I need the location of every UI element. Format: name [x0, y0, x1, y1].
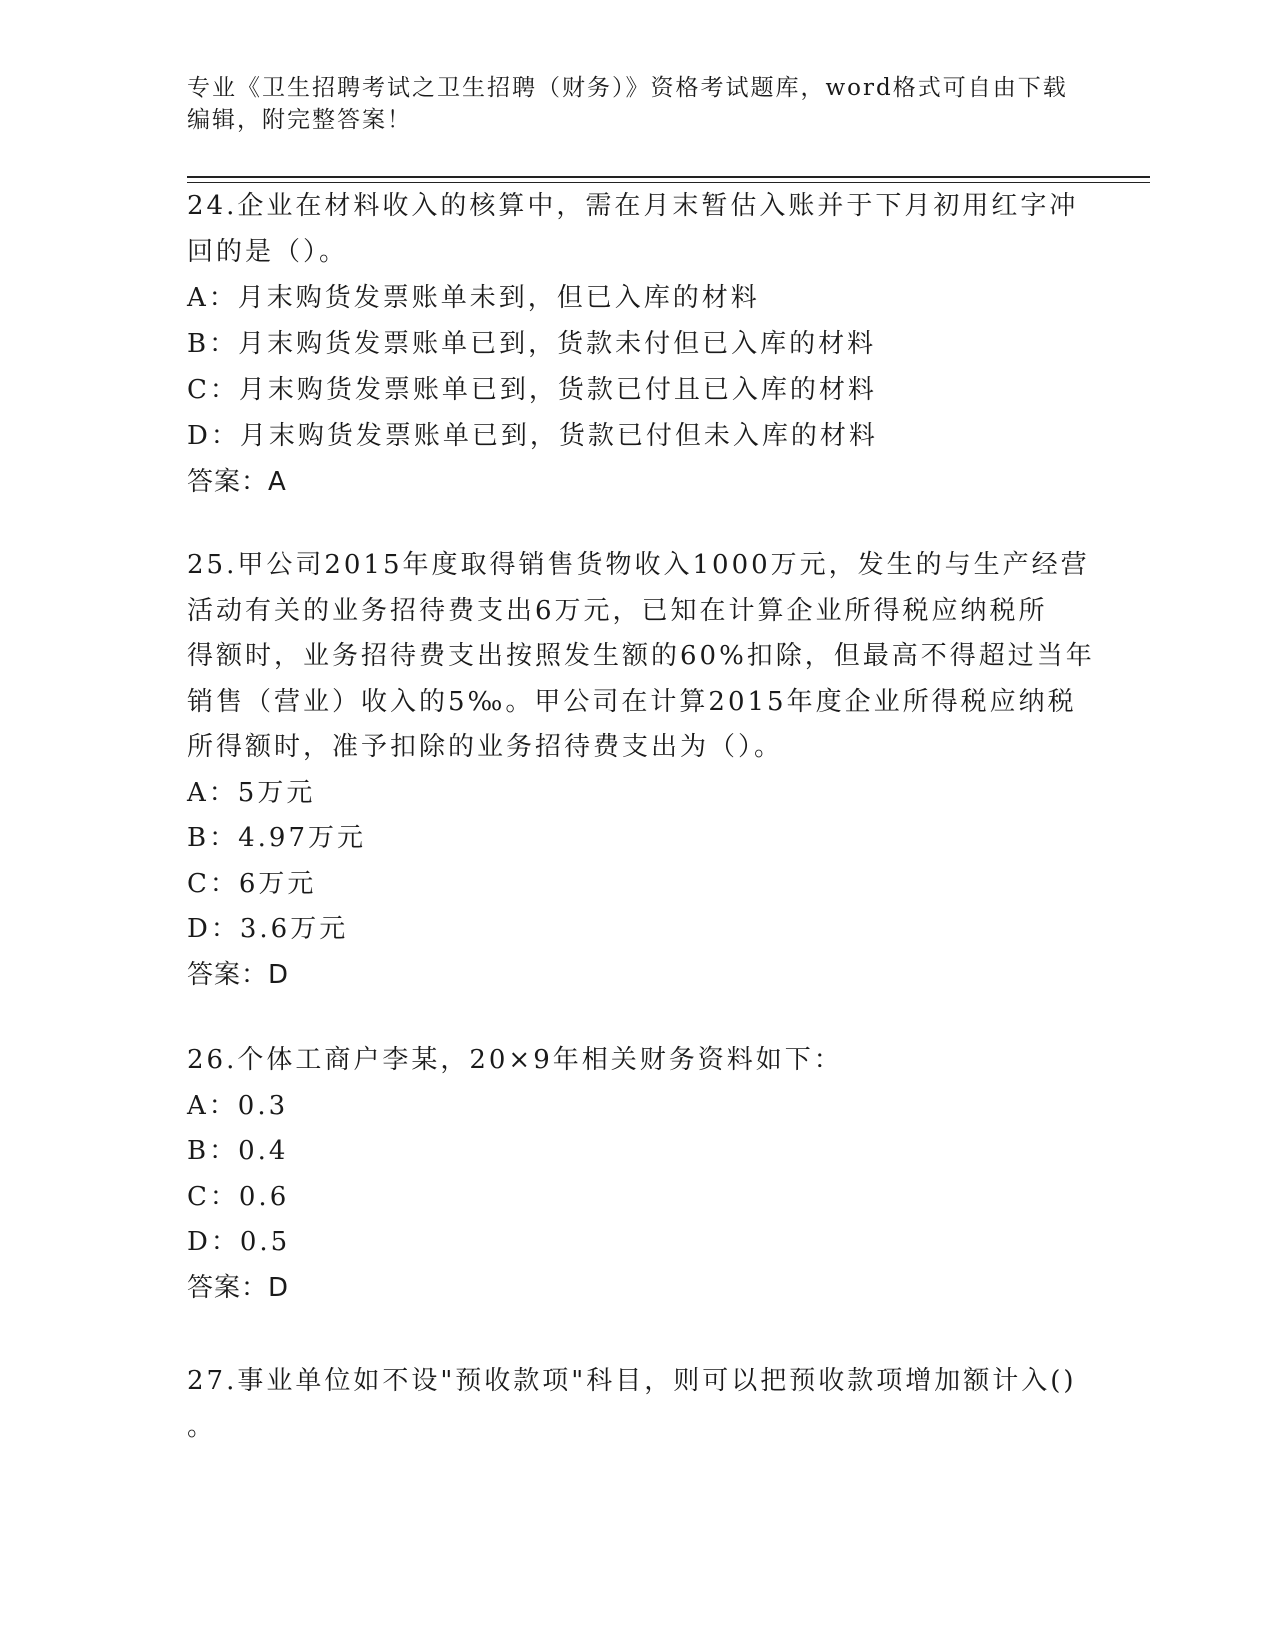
document-header: [187, 72, 1067, 136]
question-stem-line: 。: [187, 1412, 217, 1442]
question-stem-line: 回的是（）。: [187, 237, 349, 267]
option-d: D：3.6万元: [187, 914, 349, 944]
option-b: B：0.4: [187, 1136, 289, 1166]
option-b: B：4.97万元: [187, 823, 366, 853]
header-divider-thick: [187, 176, 1150, 178]
option-b: B：月末购货发票账单已到，货款未付但已入库的材料: [187, 329, 877, 359]
question-stem-line: 所得额时，准予扣除的业务招待费支出为（）。: [187, 732, 784, 762]
question-stem-line: 25.甲公司2015年度取得销售货物收入1000万元，发生的与生产经营: [187, 550, 1090, 580]
question-stem-line: 活动有关的业务招待费支出6万元，已知在计算企业所得税应纳税所: [187, 595, 1048, 626]
question-25: [187, 543, 1095, 998]
option-a: A：5万元: [187, 777, 316, 808]
option-d: D：月末购货发票账单已到，货款已付但未入库的材料: [187, 421, 878, 451]
answer-line: 答案：D: [187, 959, 290, 990]
question-stem-line: 24.企业在材料收入的核算中，需在月末暂估入账并于下月初用红字冲: [187, 191, 1079, 221]
question-stem-line: 27.事业单位如不设"预收款项"科目，则可以把预收款项增加额计入(): [187, 1366, 1077, 1396]
option-c: C：月末购货发票账单已到，货款已付且已入库的材料: [187, 375, 877, 405]
question-stem-line: 得额时，业务招待费支出按照发生额的60%扣除，但最高不得超过当年: [187, 641, 1095, 671]
header-line-1: 专业《卫生招聘考试之卫生招聘（财务）》资格考试题库，word格式可自由下载: [187, 75, 1068, 101]
question-26: [187, 1038, 1087, 1311]
question-24: [187, 183, 1087, 505]
question-stem-line: 26.个体工商户李某，20×9年相关财务资料如下：: [187, 1045, 843, 1075]
option-c: C：6万元: [187, 868, 317, 899]
option-a: A：0.3: [187, 1090, 289, 1121]
answer-line: 答案：A: [187, 467, 287, 497]
question-stem-line: 销售（营业）收入的5‰。甲公司在计算2015年度企业所得税应纳税: [187, 686, 1077, 717]
option-d: D：0.5: [187, 1227, 291, 1257]
answer-line: 答案：D: [187, 1272, 290, 1303]
option-a: A：月末购货发票账单未到，但已入库的材料: [187, 283, 760, 313]
question-27: [187, 1358, 1087, 1450]
option-c: C：0.6: [187, 1181, 290, 1212]
header-line-2: 编辑，附完整答案！: [187, 107, 412, 133]
